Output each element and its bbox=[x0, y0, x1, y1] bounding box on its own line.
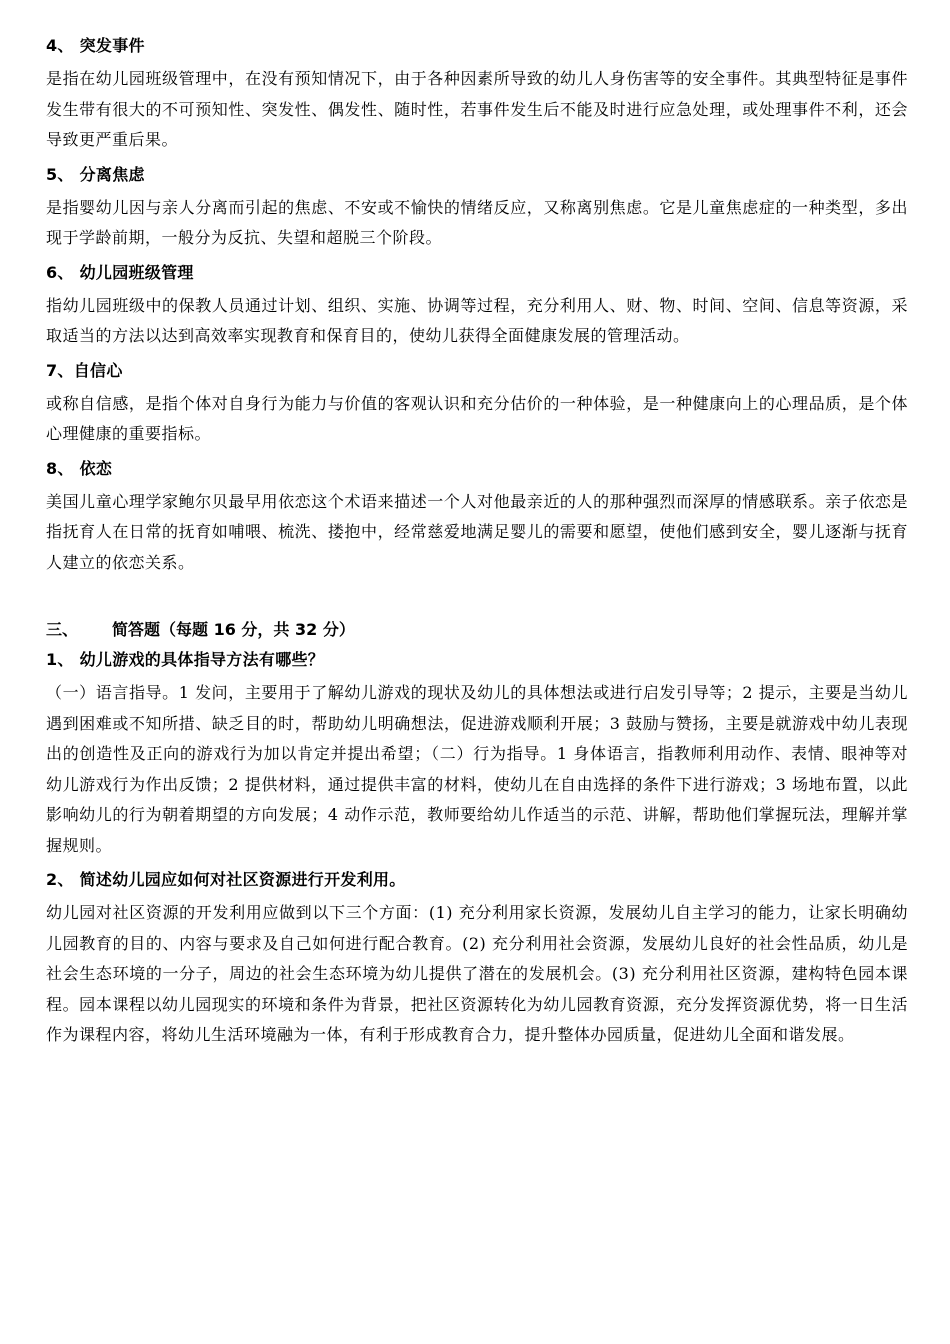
section-title-text: 简答题（每题 16 分，共 32 分） bbox=[112, 620, 355, 639]
term-body: 是指在幼儿园班级管理中，在没有预知情况下，由于各种因素所导致的幼儿人身伤害等的安全事件。其典型特征是事件发生带有很大的不可预知性、突发性、偶发性、随时性，若事件发生后不能及时进行应急处理，或处理事件不利，还会导致更严重后果。 bbox=[46, 69, 908, 149]
section-gap bbox=[46, 585, 908, 618]
term-body: 指幼儿园班级中的保教人员通过计划、组织、实施、协调等过程，充分利用人、财、物、时间、空间、信息等资源，采取适当的方法以达到高效率实现教育和保育目的，使幼儿获得全面健康发展的管理活动。 bbox=[46, 295, 908, 345]
term-item-6 bbox=[46, 261, 908, 352]
question-item-2 bbox=[46, 868, 908, 1051]
term-heading: 8、 依恋 bbox=[46, 458, 113, 478]
term-heading: 5、 分离焦虑 bbox=[46, 164, 145, 184]
question-answer: （一）语言指导。1 发问，主要用于了解幼儿游戏的现状及幼儿的具体想法或进行启发引导等；2 提示，主要是当幼儿遇到困难或不知所措、缺乏目的时，帮助幼儿明确想法，促进游戏顺利开展；3 鼓励与赞扬，主要是就游戏中幼儿表现出的创造性及正向的游戏行为加以肯定并提出希望；（二）行为指导。1 身体语言，指教师利用动作、表情、眼神等对幼儿游戏行为作出反馈；2 提供材料，通过提供丰富的材料，使幼儿在自由选择的条件下进行游戏；3 场地布置，以此影响幼儿的行为朝着期望的方向发展；4 动作示范，教师要给幼儿作适当的示范、讲解，帮助他们掌握玩法，理解并掌握规则。 bbox=[46, 683, 908, 855]
section-title bbox=[46, 618, 908, 641]
question-answer: 幼儿园对社区资源的开发利用应做到以下三个方面：(1) 充分利用家长资源，发展幼儿自主学习的能力，让家长明确幼儿园教育的目的、内容与要求及自己如何进行配合教育。(2) 充分利用社会资源，发展幼儿良好的社会性品质，幼儿是社会生态环境的一分子，周边的社会生态环境为幼儿提供了潜在的发展机会。(3) 充分利用社区资源，建构特色园本课程。园本课程以幼儿园现实的环境和条件为背景，把社区资源转化为幼儿园教育资源，充分发挥资源优势，将一日生活作为课程内容，将幼儿生活环境融为一体，有利于形成教育合力，提升整体办园质量，促进幼儿全面和谐发展。 bbox=[46, 903, 908, 1044]
term-body: 是指婴幼儿因与亲人分离而引起的焦虑、不安或不愉快的情绪反应，又称离别焦虑。它是儿童焦虑症的一种类型，多出现于学龄前期，一般分为反抗、失望和超脱三个阶段。 bbox=[46, 197, 908, 247]
term-body: 美国儿童心理学家鲍尔贝最早用依恋这个术语来描述一个人对他最亲近的人的那种强烈而深厚的情感联系。亲子依恋是指抚育人在日常的抚育如哺喂、梳洗、搂抱中，经常慈爱地满足婴儿的需要和愿望，使他们感到安全，婴儿逐渐与抚育人建立的依恋关系。 bbox=[46, 491, 908, 572]
term-heading: 7、自信心 bbox=[46, 360, 123, 380]
section-number: 三、 bbox=[46, 620, 79, 639]
term-heading: 6、 幼儿园班级管理 bbox=[46, 262, 194, 282]
term-body: 或称自信感，是指个体对自身行为能力与价值的客观认识和充分估价的一种体验，是一种健康向上的心理品质，是个体心理健康的重要指标。 bbox=[46, 393, 908, 443]
term-item-8 bbox=[46, 457, 908, 579]
term-item-4 bbox=[46, 34, 908, 156]
question-heading: 2、 简述幼儿园应如何对社区资源进行开发利用。 bbox=[46, 870, 406, 889]
question-heading: 1、 幼儿游戏的具体指导方法有哪些？ bbox=[46, 650, 325, 669]
term-item-5 bbox=[46, 163, 908, 254]
term-heading: 4、 突发事件 bbox=[46, 36, 145, 55]
term-item-7 bbox=[46, 359, 908, 450]
document-page bbox=[46, 34, 908, 1058]
question-item-1 bbox=[46, 648, 908, 861]
